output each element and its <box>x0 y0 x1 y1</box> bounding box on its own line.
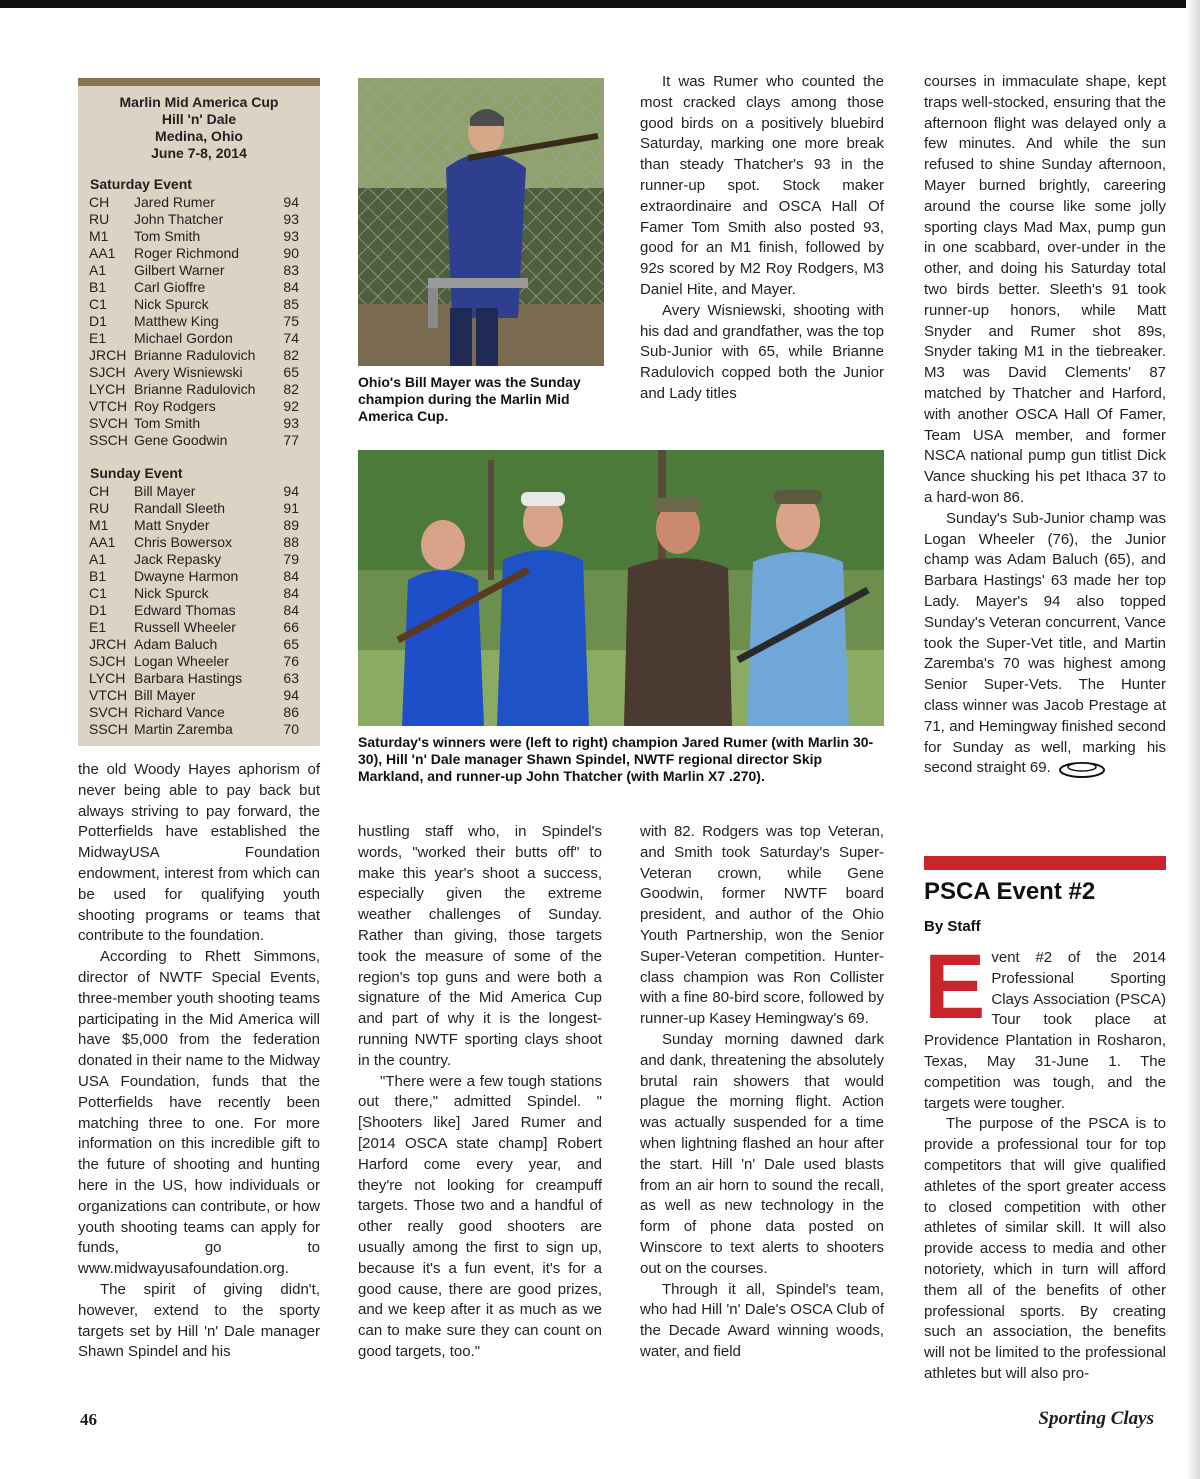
magazine-name: Sporting Clays <box>1038 1408 1154 1429</box>
results-name: Gilbert Warner <box>134 262 225 278</box>
results-name: Avery Wisniewski <box>134 364 243 380</box>
paragraph: with 82. Rodgers was top Veteran, and Smith took Saturday's Super-Veteran crown, while Gene Goodwin, former NWTF board president, and author of the Ohio Youth Partnership, won the Senior Super-Veteran competition. Hunter-class champion was Ron Collister with a fine 80-bird score, followed by runner-up Kasey Hemingway's 69. <box>640 823 884 1028</box>
results-score: 84 <box>283 279 299 295</box>
sunday-heading: Sunday Event <box>90 465 183 481</box>
paragraph: the old Woody Hayes aphorism of never being able to pay back but always striving to pay forward, the Potterfields have established the MidwayUSA Foundation endowment, interest from which can be used for qualifying youth shooting programs or teams that contribute to the foundation. <box>78 761 320 945</box>
results-name: Dwayne Harmon <box>134 568 239 584</box>
results-score: 84 <box>283 585 299 601</box>
article-column-2-bottom <box>358 822 602 1363</box>
results-class: VTCH <box>89 398 128 414</box>
results-score: 82 <box>283 347 299 363</box>
results-name: Russell Wheeler <box>134 619 236 635</box>
results-name: Edward Thomas <box>134 602 236 618</box>
article-column-4-top <box>924 72 1166 779</box>
results-name: Roy Rodgers <box>134 398 216 414</box>
results-class: LYCH <box>89 381 126 397</box>
results-row <box>89 313 299 330</box>
saturday-heading: Saturday Event <box>90 176 192 192</box>
results-name: Logan Wheeler <box>134 653 229 669</box>
results-name: Randall Sleeth <box>134 500 226 516</box>
saturday-results-table <box>89 194 299 449</box>
results-score: 84 <box>283 602 299 618</box>
paragraph: courses in immaculate shape, kept traps well-stocked, ensuring that the afternoon flight was delayed only a few minutes. And while the sun refused to shine Sunday afternoon, Mayer burned brightly, careering around the course like some jolly sporting clays Mad Max, pump gun in one scabbard, over-under in the other, and doing his Saturday total two birds better. Sleeth's 91 took runner-up honors, while Matt Snyder and Rumer shot 89s, Snyder taking M1 in the tiebreaker. M3 was David Clements' 87 matched by Thatcher and Harford, with another OSCA Hall Of Famer, Team USA member, and former NSCA national pump gun titlist Dick Vance shucking his pet Ithaca 37 to a hard-won 86. <box>924 73 1166 506</box>
results-class: RU <box>89 211 110 227</box>
results-name: Michael Gordon <box>134 330 233 346</box>
top-edge <box>0 0 1200 8</box>
psca-byline: By Staff <box>924 918 981 935</box>
results-score: 84 <box>283 568 299 584</box>
results-row <box>89 381 299 398</box>
results-name: Jack Repasky <box>134 551 222 567</box>
results-class: D1 <box>89 313 107 329</box>
paragraph <box>924 936 1166 1114</box>
results-class: JRCH <box>89 347 127 363</box>
clay-target-end-icon <box>1057 758 1107 778</box>
photo-saturday-winners <box>358 450 884 726</box>
page-edge-shadow <box>1186 0 1200 1479</box>
results-name: Roger Richmond <box>134 245 240 261</box>
results-score: 66 <box>283 619 299 635</box>
results-score: 92 <box>283 398 299 414</box>
results-row <box>89 415 299 432</box>
results-score: 85 <box>283 296 299 312</box>
results-name: Brianne Radulovich <box>134 347 256 363</box>
photo-1-caption: Ohio's Bill Mayer was the Sunday champion during the Marlin Mid America Cup. <box>358 374 581 424</box>
results-row <box>89 432 299 449</box>
photo-shooter-image <box>358 78 604 366</box>
results-class: A1 <box>89 551 107 567</box>
section-divider-bar <box>924 856 1166 870</box>
results-score: 93 <box>283 415 299 431</box>
paragraph: It was Rumer who counted the most cracked clays among those good birds on a positively bluebird Saturday, marking one more break than steady Thatcher's 93 in the runner-up spot. Stock maker extraordinaire and OSCA Hall Of Famer Tom Smith also posted 93, good for an M1 finish, followed by 92s scored by M2 Roy Rodgers, M3 Daniel Hite, and Mayer. <box>640 73 884 298</box>
results-row <box>89 364 299 381</box>
results-score: 65 <box>283 364 299 380</box>
results-name: Brianne Radulovich <box>134 381 256 397</box>
results-score: 93 <box>283 211 299 227</box>
results-score: 74 <box>283 330 299 346</box>
results-name: Adam Baluch <box>134 636 218 652</box>
results-name: Chris Bowersox <box>134 534 233 550</box>
article-column-3-bottom <box>640 822 884 1363</box>
results-row <box>89 619 299 636</box>
results-class: C1 <box>89 296 107 312</box>
results-class: M1 <box>89 228 109 244</box>
results-title-line: Hill 'n' Dale <box>161 111 237 127</box>
results-score: 70 <box>283 721 299 737</box>
page-number: 46 <box>80 1410 97 1429</box>
results-class: CH <box>89 483 110 499</box>
photo-bill-mayer <box>358 78 604 366</box>
results-name: Richard Vance <box>134 704 225 720</box>
results-row <box>89 534 299 551</box>
results-class: VTCH <box>89 687 128 703</box>
paragraph: "There were a few tough stations out there," admitted Spindel. "[Shooters like] Jared Rumer and [2014 OSCA state champ] Robert Harford come every year, and they're not looking for creampuff targets. Those two and a handful of other really good shooters are usually among the first to sign up, because it's a fun event, it's for a good cause, there are good prizes, and we keep after it as much as we can to make sure they can count on good targets, too." <box>358 1072 602 1360</box>
results-score: 63 <box>283 670 299 686</box>
results-row <box>89 296 299 313</box>
results-name: Tom Smith <box>134 228 201 244</box>
results-score: 76 <box>283 653 299 669</box>
results-title-line: Medina, Ohio <box>155 128 243 144</box>
paragraph-text: Sunday's Sub-Junior champ was Logan Wheeler (76), the Junior champ was Adam Baluch (65), and Barbara Hastings' 63 made her top Lady. Mayer's 94 also topped Sunday's Veteran concurrent, Vance took the Super-Vet title, and Martin Zaremba's 70 was highest among Senior Super-Vets. The Hunter class winner was Jacob Prestage at 71, and Hemingway finished second for Sunday as well, marking his second straight 69. <box>924 509 1166 777</box>
results-class: A1 <box>89 262 107 278</box>
results-class: M1 <box>89 517 109 533</box>
results-row <box>89 687 299 704</box>
results-row <box>89 211 299 228</box>
paragraph: hustling staff who, in Spindel's words, "worked their butts off" to make this year's shoot a success, especially given the extreme weather challenges of Sunday. Rather than giving, those targets took the measure of some of the region's top guns and were both a signature of the Mid America Cup and part of why it is the longest-running NWTF sporting clays shoot in the country. <box>358 823 602 1069</box>
results-class: AA1 <box>89 534 116 550</box>
photo-2-caption: Saturday's winners were (left to right) champion Jared Rumer (with Marlin 30-30), Hill 'n' Dale manager Shawn Spindel, NWTF regional director Skip Markland, and runner-up John Thatcher (with Marlin X7 .270). <box>358 734 874 784</box>
paragraph: The spirit of giving didn't, however, extend to the sporty targets set by Hill 'n' Dale manager Shawn Spindel and his <box>78 1280 320 1361</box>
results-row <box>89 330 299 347</box>
results-score: 79 <box>283 551 299 567</box>
results-score: 75 <box>283 313 299 329</box>
results-class: SSCH <box>89 721 128 737</box>
results-name: Matthew King <box>134 313 219 329</box>
results-name: John Thatcher <box>134 211 224 227</box>
results-row <box>89 279 299 296</box>
results-row <box>89 262 299 279</box>
results-score: 91 <box>283 500 299 516</box>
results-score: 65 <box>283 636 299 652</box>
results-name: Jared Rumer <box>134 194 215 210</box>
results-row <box>89 568 299 585</box>
sunday-results-table <box>89 483 299 738</box>
results-score: 90 <box>283 245 299 261</box>
results-class: RU <box>89 500 110 516</box>
psca-headline: PSCA Event #2 <box>924 878 1096 905</box>
article-column-1 <box>78 760 320 1363</box>
results-row <box>89 704 299 721</box>
results-class: D1 <box>89 602 107 618</box>
results-class: B1 <box>89 568 107 584</box>
paragraph <box>924 509 1166 779</box>
results-score: 88 <box>283 534 299 550</box>
paragraph: According to Rhett Simmons, director of NWTF Special Events, three-member youth shooting teams participating in the Mid America will have $5,000 from the federation donated in their name to the Midway USA Foundation, funds that the Potterfields have recently been matching three to one. For more information on this incredible gift to the future of shooting and hunting here in the US, how individuals or organizations can contribute, or how youth shooting teams can apply for funds, go to www.midwayusafoundation.org. <box>78 948 320 1278</box>
results-name: Barbara Hastings <box>134 670 243 686</box>
results-row <box>89 585 299 602</box>
results-row <box>89 398 299 415</box>
results-score: 89 <box>283 517 299 533</box>
results-row <box>89 670 299 687</box>
paragraph: The purpose of the PSCA is to provide a professional tour for top competitors that will give qualified athletes of the sport greater access to closed competition with other athletes of similar skill. It will also provide access to media and other notoriety, which in turn will afford them all of the benefits of other professional sports. By creating such an association, the benefits will not be limited to the professional athletes but will also pro- <box>924 1115 1166 1382</box>
article-column-3-top <box>640 72 884 405</box>
results-score: 94 <box>283 194 299 210</box>
results-row <box>89 653 299 670</box>
results-score: 86 <box>283 704 299 720</box>
paragraph-text: vent #2 of the 2014 Professional Sporting Clays Association (PSCA) Tour took place at Providence Plantation in Rosharon, Texas, May 31-June 1. The competition was tough, and the targets were tougher. <box>924 949 1166 1112</box>
results-class: SVCH <box>89 704 128 720</box>
results-score: 82 <box>283 381 299 397</box>
results-title-line: Marlin Mid America Cup <box>119 94 279 110</box>
results-class: SSCH <box>89 432 128 448</box>
results-class: B1 <box>89 279 107 295</box>
results-row <box>89 347 299 364</box>
paragraph: Avery Wisniewski, shooting with his dad and grandfather, was the top Sub-Junior with 65, while Brianne Radulovich copped both the Junior and Lady titles <box>640 301 884 402</box>
results-score: 94 <box>283 687 299 703</box>
results-row <box>89 721 299 738</box>
results-class: CH <box>89 194 110 210</box>
results-class: C1 <box>89 585 107 601</box>
results-class: LYCH <box>89 670 126 686</box>
results-score: 94 <box>283 483 299 499</box>
results-row <box>89 636 299 653</box>
results-row <box>89 228 299 245</box>
results-score: 83 <box>283 262 299 278</box>
results-row <box>89 483 299 500</box>
results-row <box>89 602 299 619</box>
paragraph: Sunday morning dawned dark and dank, threatening the absolutely brutal rain showers that would plague the morning flight. Action was actually suspended for a time when lightning flashed an hour after the start. Hill 'n' Dale used blasts from an air horn to sound the recall, as well as new technology in the form of phone data posted on Winscore to text alerts to shooters out on the courses. <box>640 1030 884 1277</box>
results-row <box>89 500 299 517</box>
results-name: Nick Spurck <box>134 296 209 312</box>
results-row <box>89 517 299 534</box>
drop-cap: E <box>924 936 986 1038</box>
photo-group-image <box>358 450 884 726</box>
psca-article <box>924 936 1166 1385</box>
results-name: Martin Zaremba <box>134 721 233 737</box>
results-name: Bill Mayer <box>134 483 196 499</box>
paragraph: Through it all, Spindel's team, who had Hill 'n' Dale's OSCA Club of the Decade Award winning woods, water, and field <box>640 1280 884 1360</box>
results-name: Nick Spurck <box>134 585 209 601</box>
results-row <box>89 551 299 568</box>
results-class: AA1 <box>89 245 116 261</box>
results-name: Gene Goodwin <box>134 432 228 448</box>
results-class: SJCH <box>89 364 126 380</box>
results-name: Bill Mayer <box>134 687 196 703</box>
results-row <box>89 245 299 262</box>
results-class: E1 <box>89 619 107 635</box>
results-class: JRCH <box>89 636 127 652</box>
results-name: Tom Smith <box>134 415 201 431</box>
results-sidebar <box>78 78 320 746</box>
results-name: Matt Snyder <box>134 517 210 533</box>
results-class: SVCH <box>89 415 128 431</box>
results-title-line: June 7-8, 2014 <box>151 145 247 161</box>
results-score: 77 <box>283 432 299 448</box>
results-score: 93 <box>283 228 299 244</box>
results-row <box>89 194 299 211</box>
results-class: E1 <box>89 330 107 346</box>
results-name: Carl Gioffre <box>134 279 206 295</box>
results-class: SJCH <box>89 653 126 669</box>
results-title <box>78 94 320 162</box>
